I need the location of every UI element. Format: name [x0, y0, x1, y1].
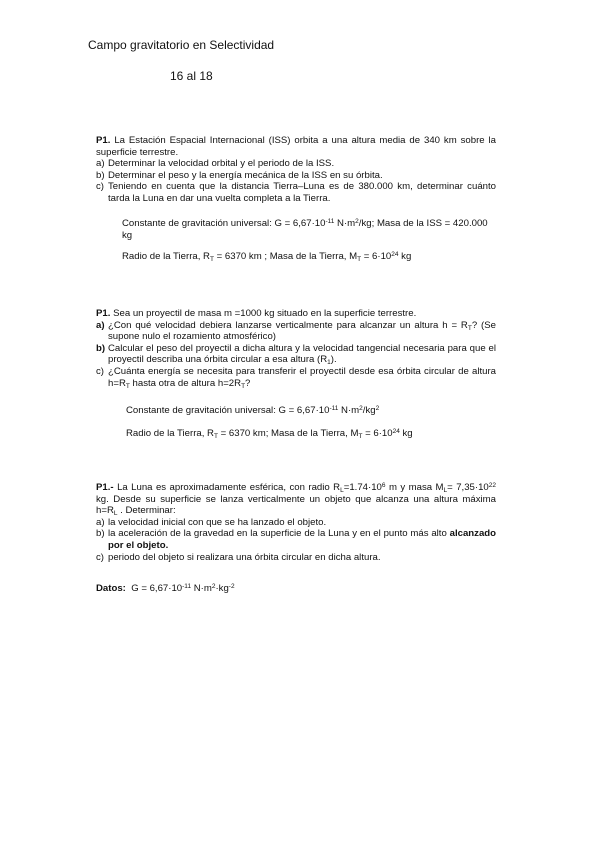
problem-statement: P1. Sea un proyectil de masa m =1000 kg situado en la superficie terrestre. — [96, 308, 417, 319]
question-b: b) Determinar el peso y la energía mecánica de la ISS en su órbita. — [96, 169, 383, 181]
page-range: 16 al 18 — [170, 69, 213, 83]
problem-moon-data: Datos: $G = 6,67\cdot 10^{-11}$ $N\cdot m^2\cdot kg^{-2}$ — [96, 583, 235, 594]
problem-iss-data-2: Radio de la Tierra, $R_T = 6370$ km ; Masa de la Tierra, $M_T = 6\cdot 10^{24}$ kg — [122, 251, 412, 263]
question-a: a) ¿Con qué velocidad debiera lanzarse verticalmente para alcanzar un altura $h = R_T$? (Se supone nulo el rozamiento atmosférico) — [96, 319, 496, 343]
problem-statement: P1. La Estación Espacial Internacional (ISS) orbita a una altura media de 340 km sobre la superficie terrestre. — [96, 135, 496, 158]
question-a: a) Determinar la velocidad orbital y el periodo de la ISS. — [96, 158, 335, 170]
problem-projectile-data-2: Radio de la Tierra, $R_T = 6370$ km; Masa de la Tierra, $M_T = 6\cdot 10^{24}$ kg — [126, 428, 413, 440]
question-c: c) Teniendo en cuenta que la distancia Tierra–Luna es de 380.000 km, determinar cuánto tarda la Luna en dar una vuelta completa a la Tierra. — [96, 181, 496, 204]
problem-statement: P1.- La Luna es aproximadamente esférica, con radio $R_L=1.74\cdot 10^6$ m y masa $M_L= 7,35\cdot 10^{22}$ kg. Desde su superficie se lanza verticalmente un objeto que alcanza una altura máxima $h=R_L$ . Determinar: — [96, 482, 496, 518]
document-title: Campo gravitatorio en Selectividad — [88, 38, 275, 52]
question-c: c) ¿Cuánta energía se necesita para transferir el proyectil desde esa órbita circular de altura $h=R_T$ hasta otra de altura $h=2R_T$? — [96, 365, 496, 390]
problem-iss — [96, 135, 496, 205]
question-b: b) la aceleración de la gravedad en la superficie de la Luna y en el punto más alto alcanzado por el objeto. — [96, 528, 496, 551]
question-a: a) la velocidad inicial con que se ha lanzado el objeto. — [96, 516, 327, 528]
problem-projectile-data-1: Constante de gravitación universal: $G = 6,67\cdot 10^{-11}$ $N\cdot m^2/kg^2$ — [126, 405, 380, 416]
problem-iss-data-1: Constante de gravitación universal: $G = 6,67\cdot 10^{-11}$ $N\cdot m^2/kg$; Masa de la ISS = 420.000 kg — [122, 218, 488, 241]
problem-projectile — [96, 308, 496, 389]
question-b: b) Calcular el peso del proyectil a dicha altura y la velocidad tangencial necesaria para que el proyectil describa una órbita circular a esa altura $(R_1)$. — [96, 342, 496, 367]
question-c: c) periodo del objeto si realizara una órbita circular en dicha altura. — [96, 551, 381, 563]
problem-moon — [96, 482, 496, 563]
